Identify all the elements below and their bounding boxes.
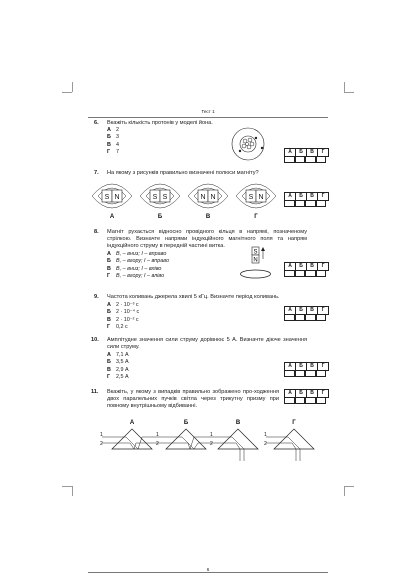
figure-label: А xyxy=(109,214,115,220)
option-b: Б 2 · 10⁻⁴ с xyxy=(107,309,140,316)
beam-label: 1 xyxy=(100,432,103,438)
beam-label: 2 xyxy=(100,441,103,447)
answer-grid: А Б В Г xyxy=(284,306,329,315)
answer-grid: А Б В Г xyxy=(284,362,329,371)
crop-mark xyxy=(344,82,345,92)
beam-label: 1 xyxy=(210,432,213,438)
crop-mark xyxy=(344,92,354,93)
pole-label: N xyxy=(114,194,120,201)
answer-boxes[interactable] xyxy=(284,200,326,207)
pole-label: S xyxy=(152,194,158,201)
option-b: Б 3 xyxy=(107,134,119,141)
crop-mark xyxy=(344,486,345,496)
crop-mark xyxy=(344,486,354,487)
beam-label: 2 xyxy=(156,441,159,447)
options-list xyxy=(107,302,139,332)
ion-model-diagram xyxy=(228,126,268,162)
beam-label: 1 xyxy=(156,432,159,438)
beam-label: 2 xyxy=(264,441,267,447)
crop-mark xyxy=(62,486,72,487)
option-a: А 2 · 10⁻³ с xyxy=(107,302,139,308)
options-list xyxy=(107,251,169,281)
options-list xyxy=(107,127,119,157)
pole-label: N xyxy=(258,194,264,201)
option-c: В 2,9 А xyxy=(107,366,129,373)
pole-label: N xyxy=(200,194,206,201)
beam-label: 1 xyxy=(264,432,267,438)
page-number: 6 xyxy=(206,567,210,572)
option-a: А 7,1 А xyxy=(107,352,129,358)
figure-label: Б xyxy=(183,420,189,426)
question-text: Амплітудне значення сили струму дорівнює 5 А. Визначте діюче значення сили струму. xyxy=(107,337,307,350)
question-number: 8. xyxy=(94,229,99,235)
answer-boxes[interactable] xyxy=(284,370,326,377)
option-d: Г B, – вгору; I – вліво xyxy=(107,273,165,280)
pole-label: N xyxy=(210,194,216,201)
crop-mark xyxy=(72,82,73,92)
option-c: В B, – вниз; I – вліво xyxy=(107,265,162,272)
figure-label: А xyxy=(129,420,135,426)
magnet-pole: N xyxy=(253,257,258,264)
options-list xyxy=(107,352,129,382)
answer-boxes[interactable] xyxy=(284,314,326,321)
question-number: 6. xyxy=(94,120,99,126)
answer-boxes[interactable] xyxy=(284,156,326,163)
figure-label: Г xyxy=(292,420,296,426)
question-text: Частота коливань джерела хвилі 5 кГц. Визначте період коливань. xyxy=(107,294,280,300)
beam-label: 2 xyxy=(210,441,213,447)
answer-grid: А Б В Г xyxy=(284,262,329,271)
option-b: Б 3,5 А xyxy=(107,359,129,366)
option-a: А B, – вниз; I – вправо xyxy=(107,251,167,257)
answer-grid: А Б В Г xyxy=(284,148,329,157)
page-header: Тест 1 xyxy=(88,108,328,118)
question-text: Вкажіть кількість протонів у моделі йона. xyxy=(107,120,213,126)
magnet-pole: S xyxy=(253,249,258,256)
option-b: Б B, – вгору; I – вправо xyxy=(107,258,169,265)
question-number: 10. xyxy=(91,337,99,343)
crop-mark xyxy=(72,486,73,496)
question-text: Вкажіть, у якому з випадків правильно зображено про-ходження двох паралельних пучків світла через трикутну призму при повному внутрішньому відбиванні. xyxy=(107,389,279,409)
figure-label: Г xyxy=(254,214,258,220)
answer-grid: А Б В Г xyxy=(284,192,329,201)
prism-diagram xyxy=(98,417,318,465)
question-number: 7. xyxy=(94,170,99,176)
question-number: 9. xyxy=(94,294,99,300)
magnet-ring-diagram xyxy=(238,245,278,281)
question-text: Магніт рухається відносно провідного кільця в напрямі, позначеному стрілкою. Визначте напрями індукційного магнітного поля та напрям індукційного струму в передній частині витка. xyxy=(107,229,307,249)
option-d: Г 7 xyxy=(107,149,119,156)
option-c: В 2 · 10⁻² с xyxy=(107,316,139,323)
magnets-diagram xyxy=(88,176,280,220)
option-c: В 4 xyxy=(107,141,119,148)
figure-label: В xyxy=(205,214,211,220)
footer-rule xyxy=(88,572,328,573)
pole-label: S xyxy=(162,194,168,201)
question-text: На якому з рисунків правильно визначені полюси магніту? xyxy=(107,170,259,176)
pole-label: S xyxy=(248,194,254,201)
question-number: 11. xyxy=(91,389,99,395)
option-d: Г 2,5 А xyxy=(107,374,129,381)
option-d: Г 0,2 с xyxy=(107,324,128,331)
crop-mark xyxy=(62,92,72,93)
figure-label: В xyxy=(235,420,241,426)
answer-boxes[interactable] xyxy=(284,397,326,404)
pole-label: S xyxy=(104,194,110,201)
answer-boxes[interactable] xyxy=(284,270,326,277)
option-a: А 2 xyxy=(107,127,119,133)
answer-grid: А Б В Г xyxy=(284,389,329,398)
figure-label: Б xyxy=(157,214,163,220)
